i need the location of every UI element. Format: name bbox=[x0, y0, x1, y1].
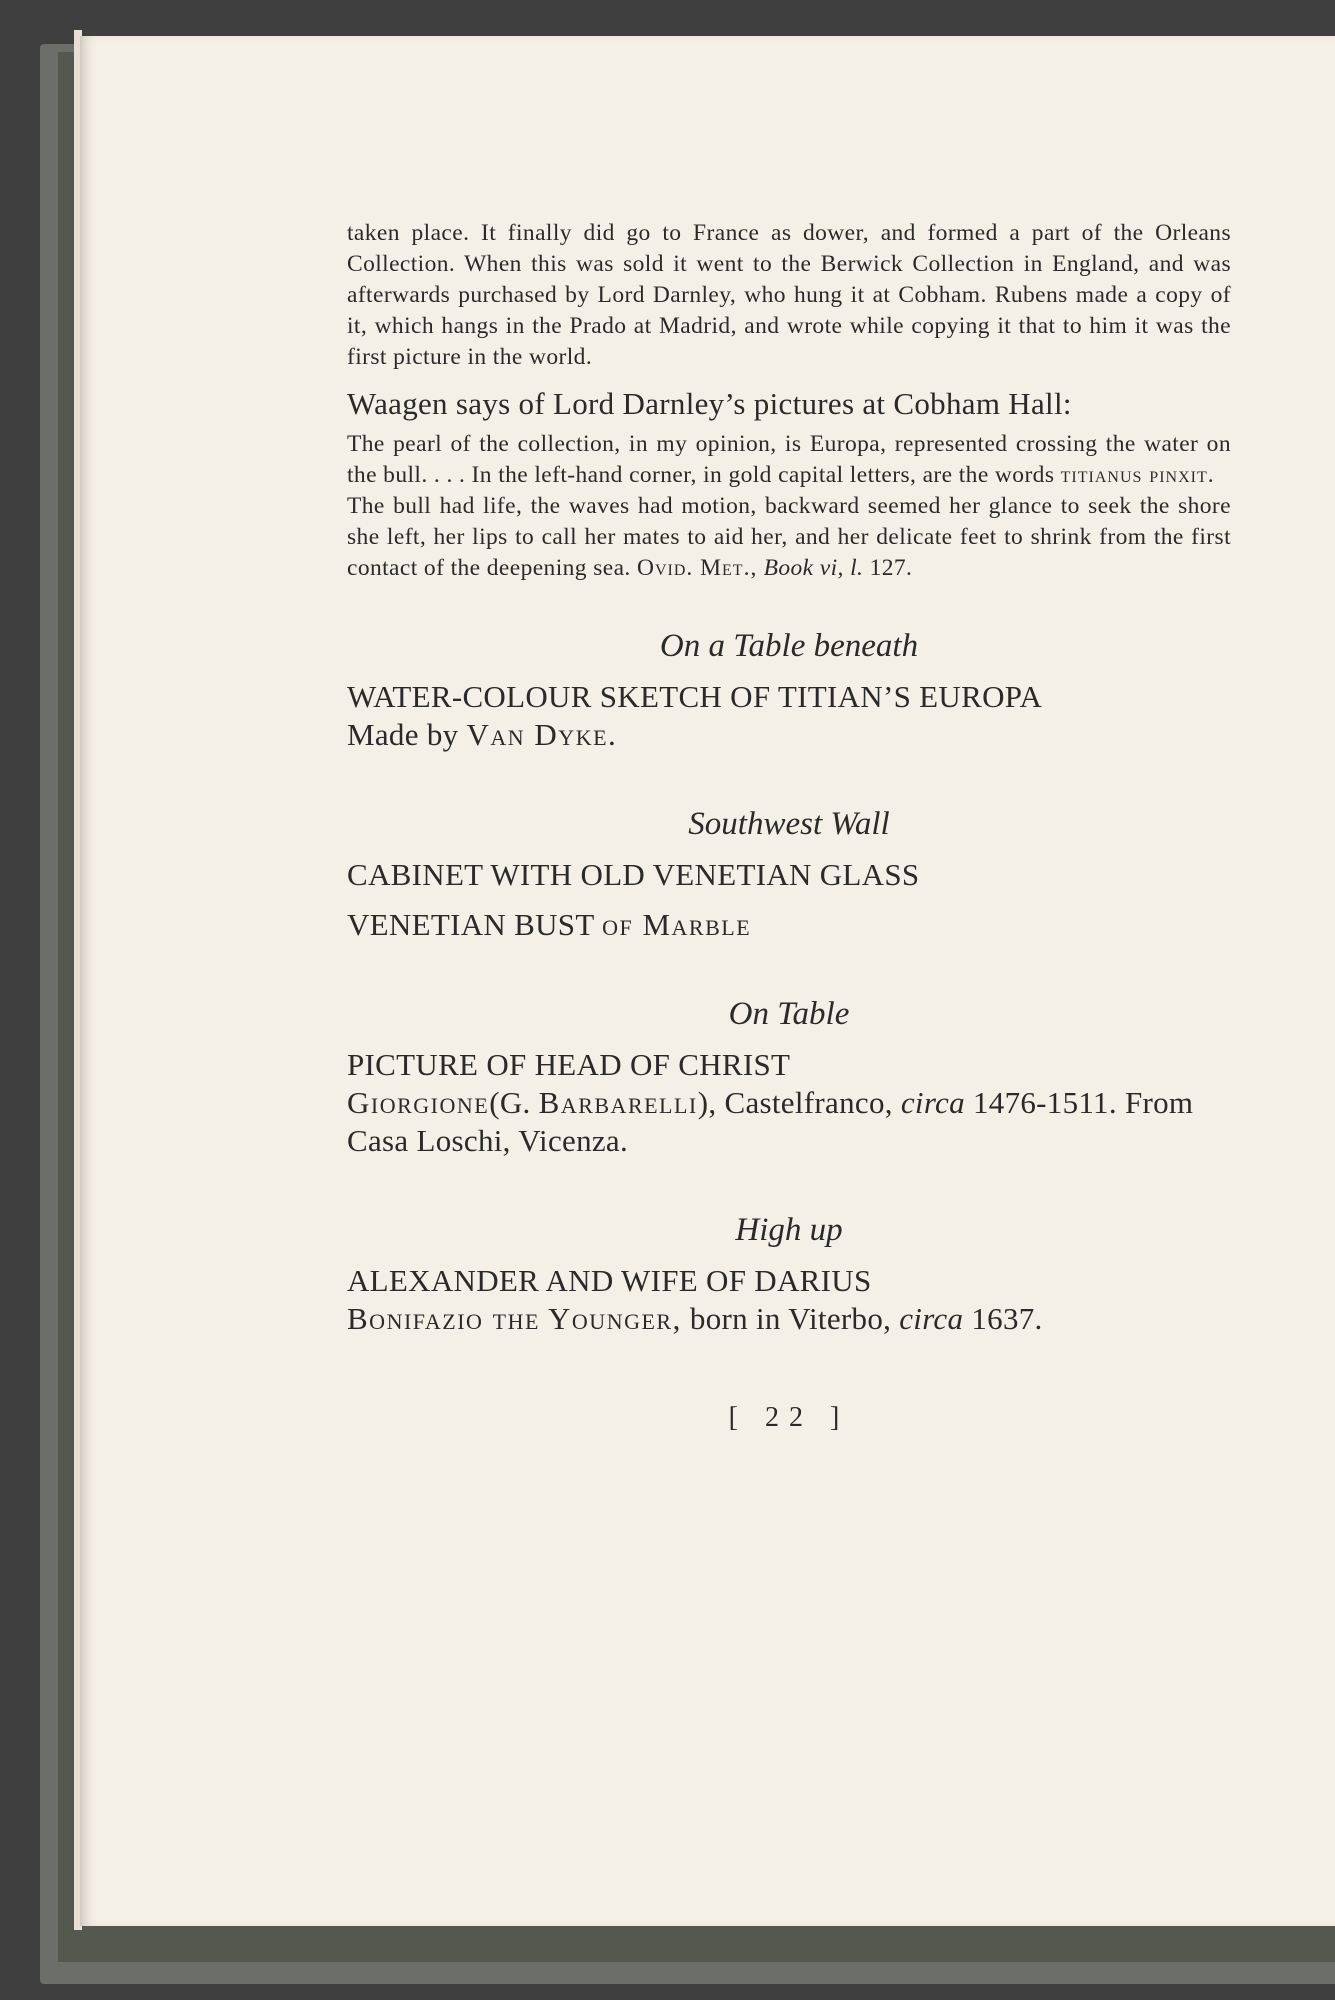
item-sub-alexander-artist: Bonifazio the Younger, bbox=[347, 1301, 682, 1336]
quote-ovid-book: Book vi, l. bbox=[763, 555, 864, 581]
quote-ovid-line: 127. bbox=[869, 555, 913, 581]
page-number: [ 22 ] bbox=[728, 1402, 850, 1433]
waagen-heading: Waagen says of Lord Darnley’s pictures at Cobham Hall: bbox=[347, 386, 1072, 421]
item-sub-christ-b: ), Castelfranco, bbox=[697, 1085, 893, 1120]
item-sub-christ-circa: circa bbox=[900, 1085, 965, 1120]
item-sub-watercolour-artist: Van Dyke. bbox=[466, 717, 618, 752]
item-sub-alexander-b: 1637. bbox=[971, 1301, 1043, 1336]
section-heading-table-beneath: On a Table beneath bbox=[659, 628, 919, 664]
item-sub-watercolour bbox=[347, 716, 1231, 754]
item-title-bust bbox=[347, 906, 1231, 944]
item-sub-christ-c: 1476-1511. From Casa Loschi, Vicenza. bbox=[347, 1085, 1194, 1158]
item-sub-christ-artist: Giorgione bbox=[347, 1085, 490, 1120]
item-sub-alexander bbox=[347, 1300, 1231, 1338]
section-heading-southwest-wall: Southwest Wall bbox=[688, 806, 890, 842]
section-heading-on-table: On Table bbox=[728, 996, 850, 1032]
quote-ovid-cite: Ovid. Met., bbox=[636, 555, 758, 581]
item-sub-alexander-circa: circa bbox=[899, 1301, 964, 1336]
book-page bbox=[80, 36, 1335, 1926]
item-sub-alexander-a: born in Viterbo, bbox=[689, 1301, 892, 1336]
item-sub-christ-artist2: Barbarelli bbox=[538, 1085, 698, 1120]
item-sub-head-of-christ bbox=[347, 1084, 1231, 1160]
item-title-watercolour: WATER-COLOUR SKETCH OF TITIAN’S EUROPA bbox=[347, 679, 1043, 714]
item-sub-christ-a: (G. bbox=[489, 1085, 531, 1120]
item-sub-watercolour-text: Made by bbox=[347, 717, 459, 752]
quote-ovid-text: The bull had life, the waves had motion, backward seemed her glance to seek the shore she left, her lips to call her mates to aid her, and her delicate feet to shrink from the first contact of the deepening sea. bbox=[347, 493, 1231, 581]
quote-waagen-text: The pearl of the collection, in my opinion, is Europa, represented crossing the water on the bull. . . . In the left-hand corner, in gold capital letters, are the words bbox=[347, 431, 1231, 488]
paragraph-provenance: taken place. It finally did go to France as dower, and formed a part of the Orleans Collection. When this was sold it went to the Berwick Collection in England, and was afterwards purchased by Lord Darnley, who hung it at Cobham. Rubens made a copy of it, which hangs in the Prado at Madrid, and wrote while copying it that to him it was the first picture in the world. bbox=[347, 220, 1231, 370]
quote-waagen bbox=[347, 429, 1231, 491]
quote-ovid bbox=[347, 491, 1231, 584]
item-title-cabinet: CABINET WITH OLD VENETIAN GLASS bbox=[347, 857, 920, 892]
item-title-bust-caps: of Marble bbox=[602, 907, 752, 942]
item-title-alexander: ALEXANDER AND WIFE OF DARIUS bbox=[347, 1263, 872, 1298]
item-title-bust-text: VENETIAN BUST bbox=[347, 907, 595, 942]
item-title-head-of-christ: PICTURE OF HEAD OF CHRIST bbox=[347, 1047, 791, 1082]
page-content bbox=[347, 218, 1231, 1434]
section-heading-high-up: High up bbox=[735, 1212, 843, 1248]
quote-waagen-caps: titianus pinxit. bbox=[1060, 462, 1215, 488]
